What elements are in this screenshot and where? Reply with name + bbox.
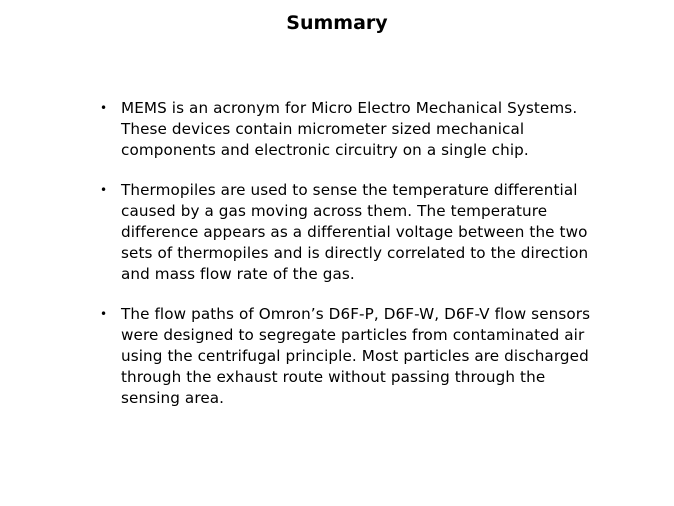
- bullet-text: Thermopiles are used to sense the temperature differential caused by a gas moving across them. The temperature difference appears as a differential voltage between the two sets of thermopiles and is directly correlated to the direction and mass flow rate of the gas.: [121, 181, 589, 283]
- bullet-list: [100, 98, 600, 428]
- bullet-item-flow-paths: [100, 304, 600, 408]
- bullet-marker: •: [100, 307, 108, 322]
- slide-title: Summary: [286, 12, 388, 34]
- bullet-marker: •: [100, 183, 108, 198]
- bullet-text: MEMS is an acronym for Micro Electro Mechanical Systems. These devices contain micrometer sized mechanical components and electronic circuitry on a single chip.: [121, 99, 578, 159]
- bullet-text: The flow paths of Omron’s D6F-P, D6F-W, D6F-V flow sensors were designed to segregate particles from contaminated air using the centrifugal principle. Most particles are discharged through the exhaust route without passing through the sensing area.: [121, 305, 591, 407]
- bullet-item-thermopiles: [100, 180, 600, 284]
- bullet-item-mems: [100, 98, 600, 160]
- bullet-marker: •: [100, 101, 108, 115]
